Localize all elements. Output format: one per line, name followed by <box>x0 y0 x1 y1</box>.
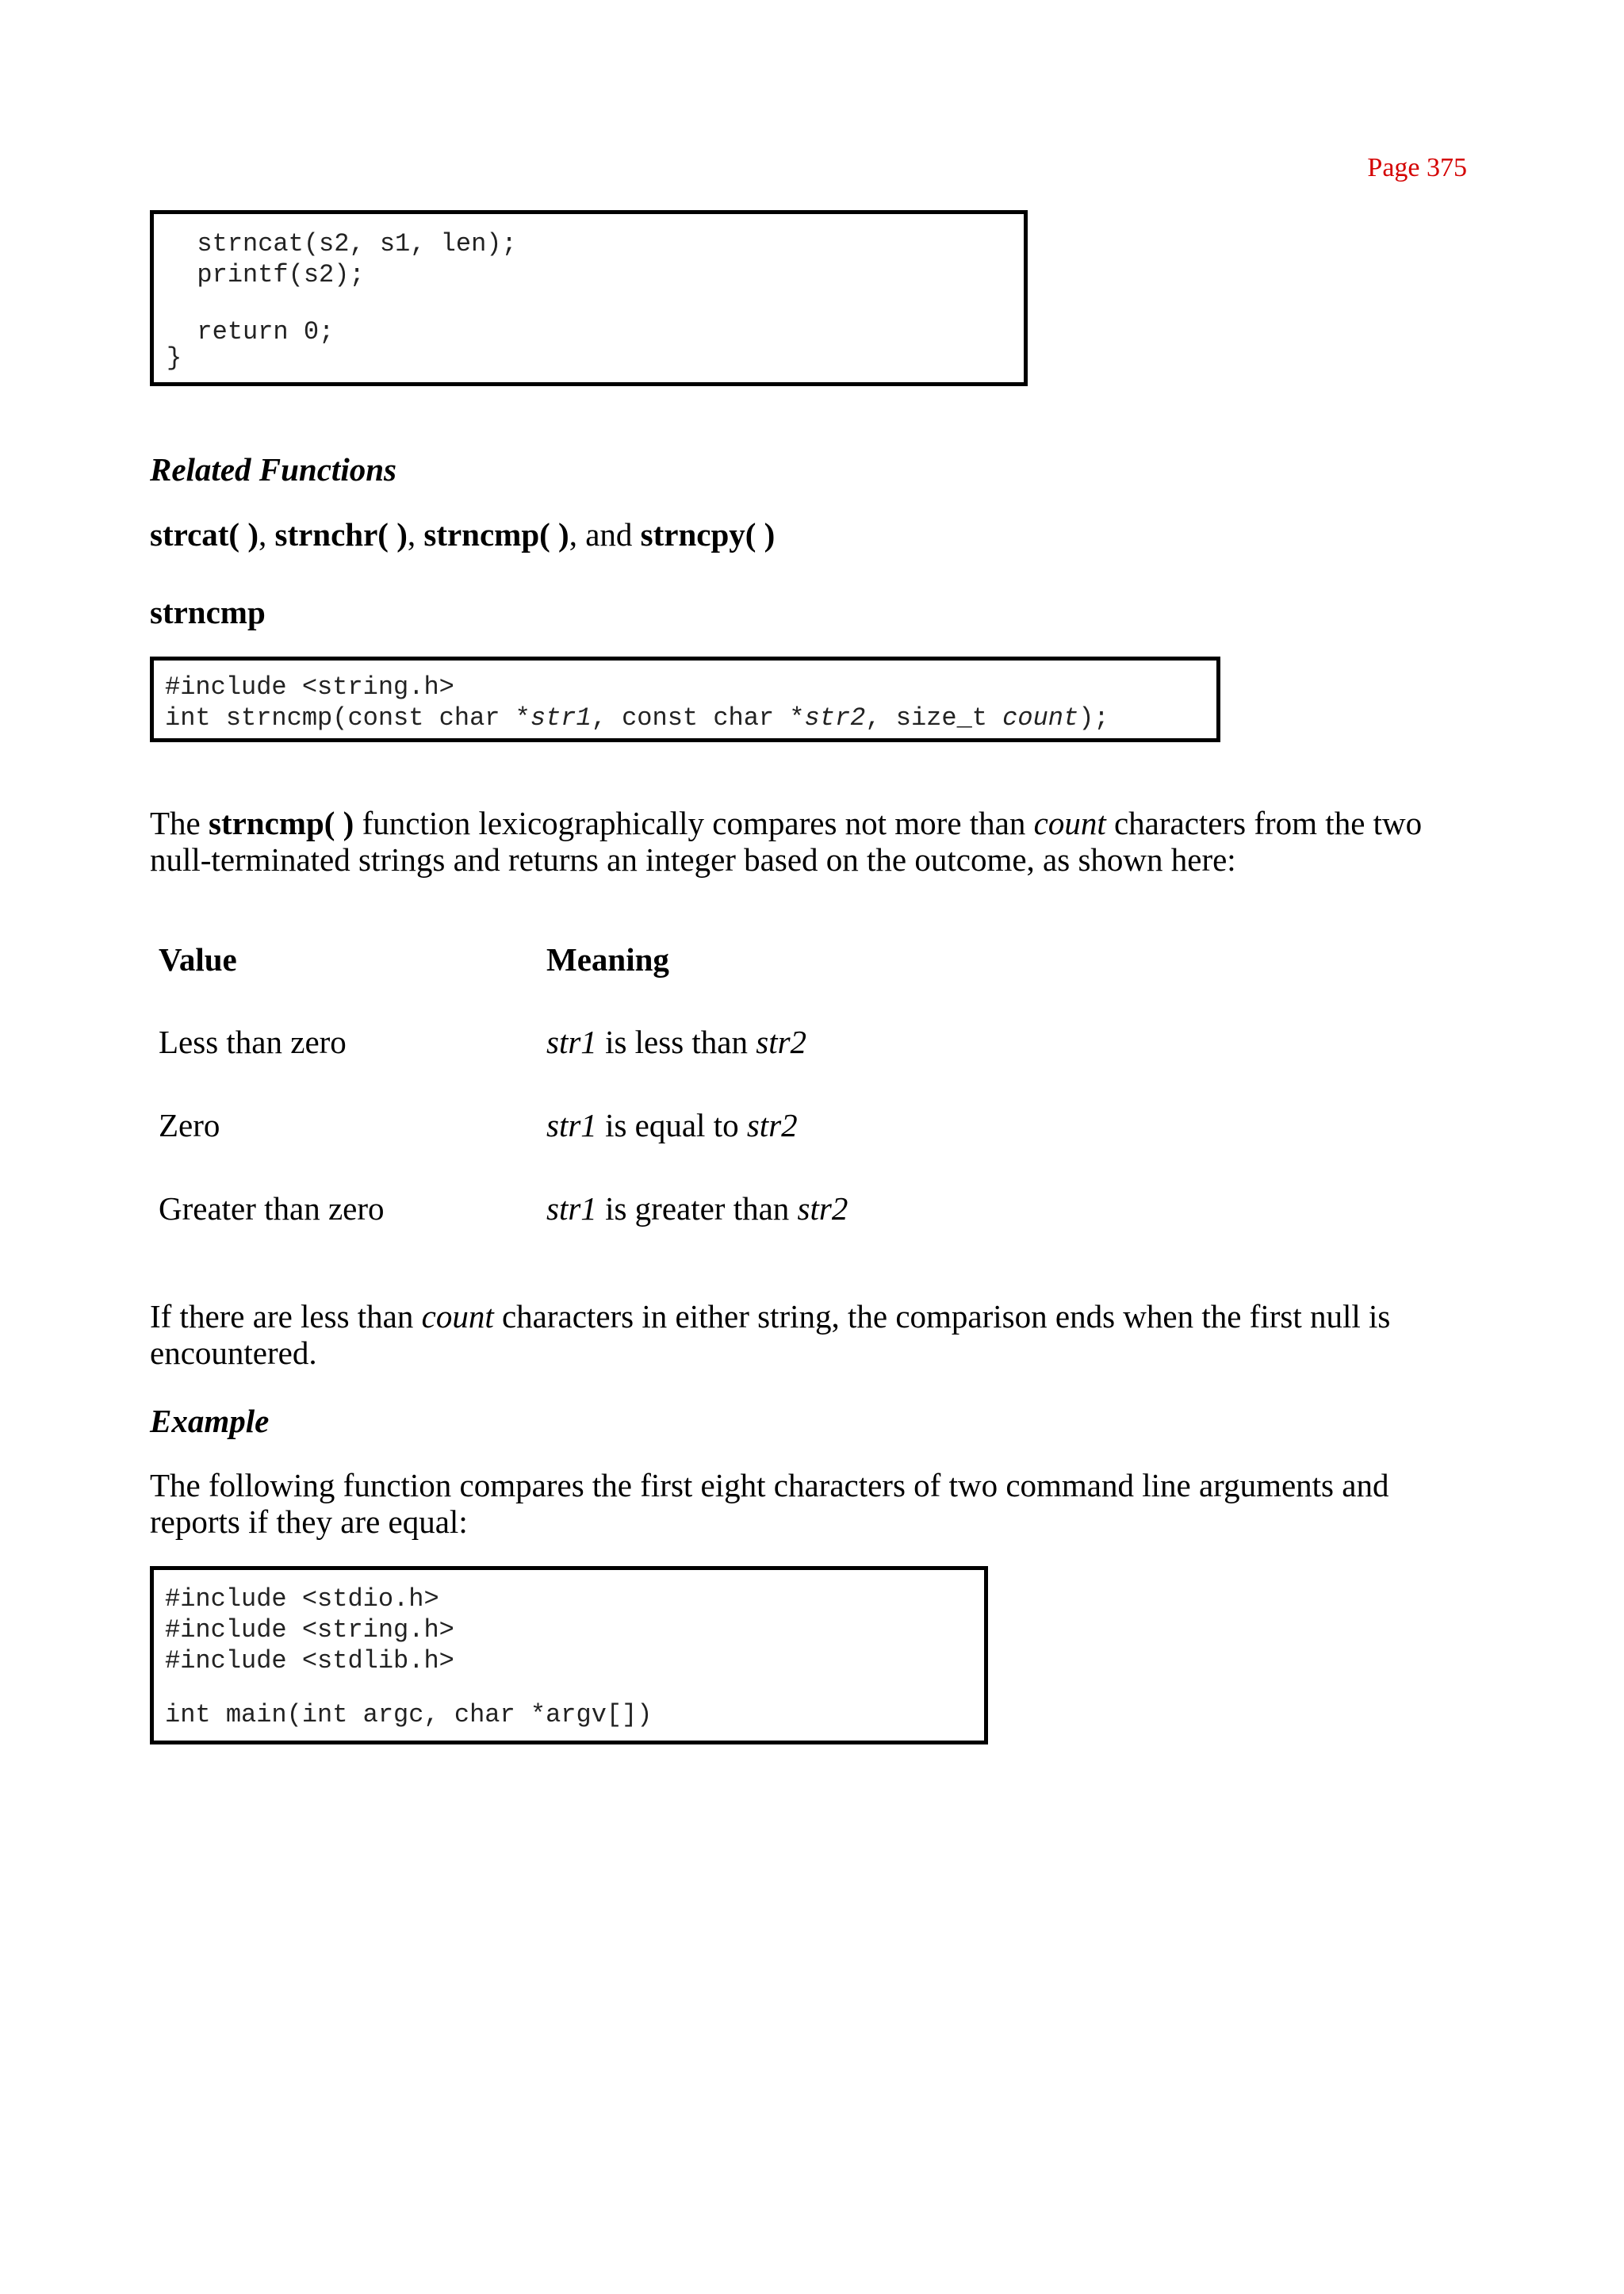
related-fn-strncmp: strncmp( ) <box>423 516 569 553</box>
description-line <box>150 805 1498 841</box>
note-line: encountered. <box>150 1335 317 1371</box>
table-header-meaning: Meaning <box>546 941 669 978</box>
description-line: null-terminated strings and returns an integer based on the outcome, as shown here: <box>150 841 1236 878</box>
code-line: int main(int argc, char *argv[]) <box>165 1700 653 1729</box>
code-line: #include <string.h> <box>165 1615 454 1645</box>
param-ref: str2 <box>746 1107 798 1143</box>
code-block-1 <box>150 210 1028 386</box>
related-fn-strnchr: strnchr( ) <box>274 516 408 553</box>
param-ref: count <box>421 1298 494 1335</box>
text: characters in either string, the comparison ends when the first null is <box>493 1298 1391 1335</box>
text: is equal to <box>596 1107 747 1143</box>
table-row-meaning <box>546 1106 798 1144</box>
related-functions-heading: Related Functions <box>150 451 396 488</box>
code-text: int strncmp(const char * <box>165 703 530 733</box>
separator: , <box>258 516 275 553</box>
related-functions-list <box>150 516 775 553</box>
page-number: Page 375 <box>1367 153 1467 182</box>
code-line: printf(s2); <box>167 260 365 289</box>
text: function lexicographically compares not more than <box>354 805 1034 841</box>
table-row-value: Greater than zero <box>159 1190 385 1227</box>
table-row-meaning <box>546 1023 806 1061</box>
example-code-block <box>150 1566 988 1744</box>
code-text: , size_t <box>865 703 1003 733</box>
code-text: ); <box>1078 703 1109 733</box>
text: characters from the two <box>1105 805 1423 841</box>
table-row-value: Less than zero <box>159 1024 347 1060</box>
text: If there are less than <box>150 1298 422 1335</box>
code-line: #include <stdlib.h> <box>165 1646 454 1676</box>
example-line: The following function compares the first eight characters of two command line arguments and <box>150 1467 1389 1503</box>
param-ref: str1 <box>546 1107 597 1143</box>
code-line: #include <stdio.h> <box>165 1584 439 1614</box>
function-ref: strncmp( ) <box>209 805 354 841</box>
text: The <box>150 805 209 841</box>
example-paragraph <box>150 1467 1538 1540</box>
text: is less than <box>596 1024 756 1060</box>
code-text: , const char * <box>591 703 805 733</box>
note-line <box>150 1298 1498 1335</box>
table-header-value: Value <box>159 941 237 978</box>
separator: , and <box>569 516 641 553</box>
example-line: reports if they are equal: <box>150 1503 468 1540</box>
param-ref: str1 <box>546 1024 597 1060</box>
param-ref: str2 <box>797 1190 848 1227</box>
example-heading: Example <box>150 1403 270 1439</box>
param-count: count <box>1002 703 1079 733</box>
related-fn-strncpy: strncpy( ) <box>640 516 776 553</box>
separator: , <box>407 516 424 553</box>
note-paragraph <box>150 1298 1498 1371</box>
param-ref: count <box>1033 805 1106 841</box>
code-line: #include <string.h> <box>165 672 454 702</box>
description-paragraph <box>150 805 1498 878</box>
code-line: } <box>167 343 182 373</box>
code-line: return 0; <box>167 317 335 347</box>
param-str1: str1 <box>530 703 592 733</box>
code-line: strncat(s2, s1, len); <box>167 229 517 259</box>
prototype-code-block <box>150 657 1220 742</box>
table-row-value: Zero <box>159 1107 220 1143</box>
param-ref: str2 <box>756 1024 807 1060</box>
table-row-meaning <box>546 1189 848 1227</box>
function-name-heading: strncmp <box>150 594 266 630</box>
code-line <box>165 703 1216 733</box>
text: is greater than <box>596 1190 798 1227</box>
code-blank-line <box>167 290 1024 316</box>
related-fn-strcat: strcat( ) <box>150 516 259 553</box>
param-str2: str2 <box>804 703 866 733</box>
param-ref: str1 <box>546 1190 597 1227</box>
